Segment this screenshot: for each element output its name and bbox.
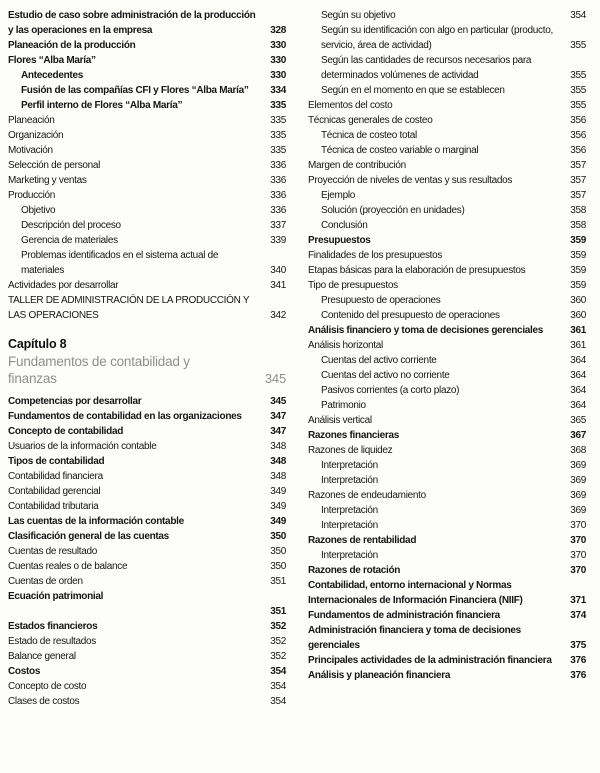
chapter-number: Capítulo 8 [8,337,67,351]
toc-entry-title: Selección de personal [8,160,101,171]
toc-entry-title: Clases de costos [8,696,80,707]
toc-entry-page: 336 [270,205,286,216]
toc-entry-page: 352 [270,621,286,632]
toc-entry-page: 348 [270,456,286,467]
toc-entry-title: Razones financieras [308,430,400,441]
toc-entry-title: Fundamentos de contabilidad en las organizaciones [8,411,242,422]
toc-entry [8,439,286,454]
toc-entry [308,248,586,263]
toc-entry-title: Razones de rentabilidad [308,535,417,546]
chapter-title: Fundamentos de contabilidad y finanzas [8,354,190,386]
toc-entry-title: Interpretación [321,475,378,486]
toc-entry-page: 354 [270,681,286,692]
toc-entry-title: Según en el momento en que se establecen [321,85,505,96]
toc-entry-page: 328 [270,25,286,36]
toc-entry [308,158,586,173]
toc-entry-page: 376 [570,655,586,666]
toc-entry-title: Perfil interno de Flores “Alba María” [21,100,183,111]
toc-entry [308,53,586,83]
toc-entry [308,398,586,413]
toc-entry-page: 349 [270,501,286,512]
toc-entry-page: 350 [270,546,286,557]
toc-entry [308,383,586,398]
toc-entry [308,188,586,203]
toc-entry-title: Flores “Alba María” [8,55,96,66]
toc-entry-page: 354 [270,666,286,677]
toc-entry [308,113,586,128]
toc-entry-page: 355 [570,70,586,81]
toc-entry [8,233,286,248]
toc-entry [308,653,586,668]
toc-entry [8,83,286,98]
toc-entry-page: 358 [570,220,586,231]
chapter-subtitle-row [8,354,286,387]
toc-entry [8,649,286,664]
toc-entry-title: Cuentas del activo corriente [321,355,437,366]
toc-entry-page: 352 [270,636,286,647]
toc-entry-title: Tipo de presupuestos [308,280,398,291]
toc-entry [308,338,586,353]
toc-entry-title: Interpretación [321,520,378,531]
toc-entry-page: 359 [570,265,586,276]
toc-entry [8,424,286,439]
toc-entry [308,428,586,443]
toc-entry-title: Organización [8,130,64,141]
toc-entry [8,278,286,293]
toc-entry-title: Análisis financiero y toma de decisiones gerenciales [308,325,544,336]
toc-entry-title: Contabilidad tributaria [8,501,99,512]
toc-entry-title: Clasificación general de las cuentas [8,531,169,542]
toc-entry [308,203,586,218]
toc-entry-page: 334 [270,85,286,96]
toc-entry-page: 368 [570,445,586,456]
toc-entry [8,143,286,158]
toc-entry [8,694,286,709]
toc-entry [308,473,586,488]
toc-entry-title: Finalidades de los presupuestos [308,250,443,261]
toc-entry-title: Patrimonio [321,400,366,411]
toc-entry [308,233,586,248]
toc-entry-title: Balance general [8,651,76,662]
toc-entry [8,293,286,323]
toc-entry-title: Margen de contribución [308,160,406,171]
toc-entry-title: Pasivos corrientes (a corto plazo) [321,385,460,396]
toc-entry-page: 369 [570,475,586,486]
toc-entry-title: Antecedentes [21,70,83,81]
toc-entry [308,518,586,533]
toc-entry-page: 361 [570,325,586,336]
toc-entry [308,608,586,623]
toc-entry [308,143,586,158]
toc-entry-title: Gerencia de materiales [21,235,118,246]
toc-entry-page: 347 [270,411,286,422]
toc-entry-title: Descripción del proceso [21,220,121,231]
toc-entry-page: 367 [570,430,586,441]
toc-entry [308,548,586,563]
toc-entry-page: 347 [270,426,286,437]
toc-entry-title: Contabilidad, entorno internacional y Normas Internacionales de Información Financiera (NIIF) [308,580,523,606]
toc-entry-title: Concepto de contabilidad [8,426,124,437]
toc-entry-title: Razones de rotación [308,565,401,576]
toc-entry-page: 369 [570,460,586,471]
toc-entry-title: TALLER DE ADMINISTRACIÓN DE LA PRODUCCIÓN Y LAS OPERACIONES [8,295,250,321]
toc-entry-title: Marketing y ventas [8,175,87,186]
toc-entry-title: Tipos de contabilidad [8,456,105,467]
toc-entry-page: 335 [270,115,286,126]
toc-entry-title: Razones de liquidez [308,445,393,456]
toc-entry [8,98,286,113]
toc-entry [308,128,586,143]
toc-entry-title: Usuarios de la información contable [8,441,157,452]
toc-entry [308,578,586,608]
toc-entry-page: 356 [570,115,586,126]
toc-entry-page: 357 [570,175,586,186]
toc-entry [308,308,586,323]
toc-entry [308,173,586,188]
toc-entry-title: Según su objetivo [321,10,396,21]
toc-entry-page: 359 [570,235,586,246]
toc-entry-page: 348 [270,441,286,452]
toc-entry [8,173,286,188]
toc-entry-title: Interpretación [321,505,378,516]
toc-entry-title: Ejemplo [321,190,356,201]
toc-entry-page: 360 [570,310,586,321]
toc-entry-title: Análisis horizontal [308,340,383,351]
toc-entry [8,113,286,128]
toc-entry [308,443,586,458]
toc-entry [8,634,286,649]
toc-entry [8,664,286,679]
toc-entry-page: 330 [270,40,286,51]
toc-entry-title: Estudio de caso sobre administración de la producción y las operaciones en la empresa [8,10,256,36]
toc-entry-page: 340 [270,265,286,276]
toc-entry-page: 374 [570,610,586,621]
toc-entry-title: Fusión de las compañías CFI y Flores “Alba María” [21,85,249,96]
toc-entry-title: Contabilidad gerencial [8,486,101,497]
toc-entry-page: 350 [270,531,286,542]
toc-entry-page: 358 [570,205,586,216]
toc-entry-title: Planeación [8,115,55,126]
toc-entry-page: 345 [270,396,286,407]
toc-entry-page: 351 [270,576,286,587]
toc-entry [8,529,286,544]
toc-entry [8,188,286,203]
toc-entry-page: 365 [570,415,586,426]
toc-entry [308,278,586,293]
toc-entry [8,128,286,143]
toc-entry-page: 359 [570,280,586,291]
toc-entry [308,263,586,278]
toc-entry [308,368,586,383]
toc-entry-title: Técnica de costeo total [321,130,417,141]
toc-entry-page: 371 [570,595,586,606]
toc-entry [8,574,286,589]
toc-entry-page: 330 [270,55,286,66]
toc-entry [308,413,586,428]
toc-entry-title: Planeación de la producción [8,40,136,51]
toc-entry [8,679,286,694]
toc-entry [8,544,286,559]
toc-entry-title: Objetivo [21,205,56,216]
toc-entry-title: Contenido del presupuesto de operaciones [321,310,500,321]
toc-entry-title: Fundamentos de administración financiera [308,610,500,621]
toc-entry [308,563,586,578]
toc-entry-title: Ecuación patrimonial [8,591,104,602]
toc-entry [8,514,286,529]
toc-entry-title: Según su identificación con algo en particular (producto, servicio, área de actividad) [321,25,553,51]
toc-entry-page: 335 [270,145,286,156]
toc-entry-page: 357 [570,160,586,171]
toc-entry-title: Cuentas de resultado [8,546,98,557]
toc-entry [8,499,286,514]
toc-entry-page: 354 [570,10,586,21]
toc-entry-page: 364 [570,370,586,381]
toc-entry [308,458,586,473]
toc-entry-title: Cuentas de orden [8,576,83,587]
toc-entry [308,8,586,23]
toc-entry-title: Análisis y planeación financiera [308,670,451,681]
toc-entry-title: Presupuesto de operaciones [321,295,441,306]
toc-entry-title: Problemas identificados en el sistema actual de materiales [21,250,219,276]
toc-entry-page: 335 [270,130,286,141]
toc-entry [8,394,286,409]
toc-entry [8,589,286,619]
toc-entry-title: Interpretación [321,550,378,561]
toc-entry-title: Administración financiera y toma de decisiones gerenciales [308,625,521,651]
toc-entry-title: Solución (proyección en unidades) [321,205,465,216]
toc-entry [8,158,286,173]
toc-entry-page: 350 [270,561,286,572]
toc-entry [8,68,286,83]
toc-entry-page: 364 [570,385,586,396]
toc-entry-title: Cuentas reales o de balance [8,561,128,572]
toc-entry-page: 356 [570,130,586,141]
toc-entry-title: Elementos del costo [308,100,393,111]
toc-entry-title: Técnicas generales de costeo [308,115,433,126]
toc-entry-page: 369 [570,490,586,501]
toc-entry-page: 336 [270,190,286,201]
toc-entry-title: Interpretación [321,460,378,471]
toc-entry-title: Concepto de costo [8,681,87,692]
toc-entry-title: Principales actividades de la administración financiera [308,655,552,666]
toc-entry [308,98,586,113]
toc-entry [8,218,286,233]
toc-entry [308,23,586,53]
toc-entry [308,353,586,368]
toc-entry-page: 361 [570,340,586,351]
toc-entry [8,8,286,38]
toc-entry-page: 336 [270,160,286,171]
toc-entry-title: Etapas básicas para la elaboración de presupuestos [308,265,526,276]
toc-entry-page: 370 [570,520,586,531]
toc-entry [308,503,586,518]
toc-entry-page: 370 [570,550,586,561]
toc-entry [308,83,586,98]
toc-entry [8,409,286,424]
toc-entry-title: Actividades por desarrollar [8,280,119,291]
toc-entry-page: 352 [270,651,286,662]
toc-entry [8,203,286,218]
toc-entry-title: Razones de endeudamiento [308,490,426,501]
toc-entry-page: 342 [270,310,286,321]
toc-entry-page: 349 [270,486,286,497]
toc-entry-page: 375 [570,640,586,651]
toc-column-left [8,8,286,773]
toc-entry-title: Estados financieros [8,621,98,632]
toc-entry [308,533,586,548]
toc-entry-page: 335 [270,100,286,111]
chapter-page-number: 345 [264,370,286,386]
toc-entry [308,293,586,308]
toc-entry-page: 364 [570,355,586,366]
toc-entry-page: 355 [570,85,586,96]
toc-entry-title: Presupuestos [308,235,371,246]
toc-entry-page: 360 [570,295,586,306]
toc-entry [8,484,286,499]
toc-entry [8,469,286,484]
toc-entry-page: 359 [570,250,586,261]
toc-entry-page: 356 [570,145,586,156]
toc-entry-page: 341 [270,280,286,291]
toc-entry-title: Contabilidad financiera [8,471,103,482]
toc-entry-title: Proyección de niveles de ventas y sus resultados [308,175,513,186]
toc-entry [8,53,286,68]
toc-entry [8,248,286,278]
toc-entry-title: Producción [8,190,56,201]
toc-entry [308,623,586,653]
toc-entry-page: 357 [570,190,586,201]
chapter-heading [8,336,286,387]
toc-entry-title: Las cuentas de la información contable [8,516,184,527]
toc-entry-title: Costos [8,666,41,677]
toc-entry-page: 370 [570,535,586,546]
toc-entry-page: 337 [270,220,286,231]
toc-entry-page: 369 [570,505,586,516]
toc-entry-page: 354 [270,696,286,707]
toc-entry-page: 348 [270,471,286,482]
toc-entry-title: Según las cantidades de recursos necesarios para determinados volúmenes de actividad [321,55,532,81]
toc-entry-title: Análisis vertical [308,415,372,426]
toc-entry-title: Motivación [8,145,53,156]
toc-entry-title: Competencias por desarrollar [8,396,142,407]
toc-entry-page: 376 [570,670,586,681]
toc-entry-title: Estado de resultados [8,636,96,647]
toc-entry-page: 351 [270,606,286,617]
toc-entry-page: 339 [270,235,286,246]
toc-entry [308,488,586,503]
toc-entry-title: Cuentas del activo no corriente [321,370,450,381]
toc-entry-page: 355 [570,100,586,111]
toc-entry-page: 364 [570,400,586,411]
toc-entry [308,323,586,338]
toc-entry-page: 330 [270,70,286,81]
toc-entry [8,38,286,53]
toc-entry-title: Conclusión [321,220,368,231]
toc-entry [308,218,586,233]
toc-column-right [308,8,586,773]
toc-entry-page: 336 [270,175,286,186]
toc-entry [308,668,586,683]
toc-entry-page: 349 [270,516,286,527]
toc-entry [8,559,286,574]
toc-entry [8,619,286,634]
toc-entry [8,454,286,469]
toc-entry-title: Técnica de costeo variable o marginal [321,145,479,156]
toc-entry-page: 370 [570,565,586,576]
toc-entry-page: 355 [570,40,586,51]
